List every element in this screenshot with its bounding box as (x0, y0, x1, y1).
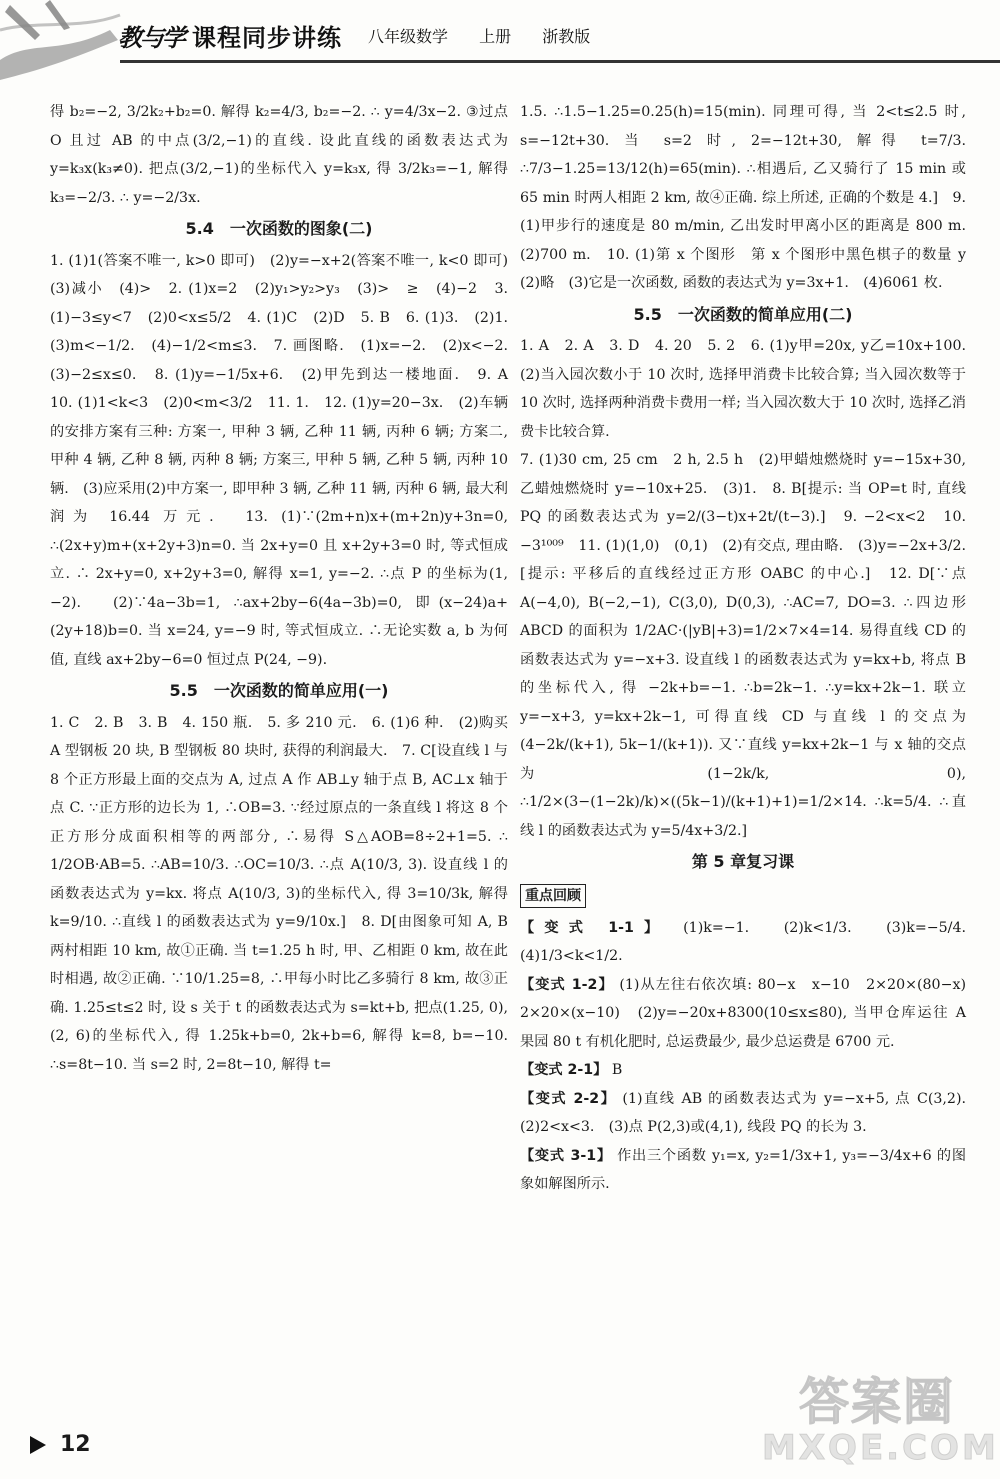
variant-tag: 【变式 1-2】 (520, 976, 614, 993)
section-heading: 5.5 一次函数的简单应用(二) (633, 304, 853, 324)
book-meta (368, 24, 616, 47)
variant-answer: 作出三个函数 y₁=x, y₂=1/3x+1, y₃=−3/4x+6 的图象如解图所示. (520, 1147, 967, 1192)
series-title: 课程同步讲练 (192, 24, 342, 52)
variant-item (520, 1142, 966, 1199)
watermark (762, 1373, 999, 1471)
brand (118, 18, 616, 53)
decorative-brush-icon (0, 0, 130, 95)
page-footer (30, 1432, 91, 1457)
section-heading: 5.5 一次函数的简单应用(一) (169, 681, 389, 700)
answer-paragraph: 1. (1)1(答案不唯一, k>0 即可) (2)y=−x+2(答案不唯一, k<0 即可) (3)减小 (4)> 2. (1)x=2 (2)y₁>y₂>y₃ (3)> ≥ (4)−2 3. (1)−3≤y<7 (2)0<x≤5/2 4. (1)C (2)D 5. B 6. (1)3. (2)1. (3)m<−1/2. (4)−1/2<m≤3. 7. 画图略. (1)x=−2. (2)x<−2. (3)−2≤x≤0. 8. (1)y=−1/5x+6. (2)甲先到达一楼地面. 9. A 10. (1)1<k<3 (2)0<m<3/2 11. 1. 12. (1)y=20−3x. (2)车辆的安排方案有三种: 方案一, 甲种 3 辆, 乙种 11 辆, 丙种 6 辆; 方案二, 甲种 4 辆, 乙种 8 辆, 丙种 8 辆; 方案三, 甲种 5 辆, 乙种 5 辆, 丙种 10 辆. (3)应采用(2)中方案一, 即甲种 3 辆, 乙种 11 辆, 丙种 6 辆, 最大利润为 16.44 万元. 13. (1)∵(2m+n)x+(m+2n)y+3n=0, ∴(2x+y)m+(x+2y+3)n=0. 当 2x+y=0 且 x+2y+3=0 时, 等式恒成立. ∴ 2x+y=0, x+2y+3=0, 解得 x=1, y=−2. ∴点 P 的坐标为(1, −2). (2)∵4a−3b=1, ∴ax+2by−6(4a−3b)=0, 即(x−24)a+(2y+18)b=0. 当 x=24, y=−9 时, 等式恒成立. ∴无论实数 a, b 为何值, 直线 ax+2by−6=0 恒过点 P(24, −9). (50, 252, 523, 668)
variant-tag: 【变式 1-1】 (520, 919, 669, 936)
volume-label: 上册 (479, 27, 512, 46)
variant-tag: 【变式 2-2】 (520, 1090, 617, 1107)
variant-answer: (1)直线 AB 的函数表达式为 y=−x+5, 点 C(3,2). (2)2<x<3. (3)点 P(2,3)或(4,1), 线段 PQ 的长为 3. (520, 1090, 981, 1135)
arrow-right-icon (30, 1436, 46, 1454)
page-header (0, 0, 1000, 95)
brand-logo: 教与学 (118, 23, 184, 52)
variant-answer: (1)从左往右依次填: 80−x x−10 2×20×(80−x) 2×20×(x−10) (2)y=−20x+8300(10≤x≤80), 当甲仓库运往 A 果园 80 t 有机化肥时, 总运费最少, 最少总运费是 6700 元. (520, 976, 981, 1050)
variant-tag: 【变式 3-1】 (520, 1147, 612, 1164)
answer-paragraph: 1. C 2. B 3. B 4. 150 瓶. 5. 多 210 元. 6. (1)6 种. (2)购买 A 型钢板 20 块, B 型钢板 80 块时, 获得的利润最大. 7. C[设直线 l 与 8 个正方形最上面的交点为 A, 过点 A 作 AB⊥y 轴于点 B, AC⊥x 轴于点 C. ∵正方形的边长为 1, ∴OB=3. ∵经过原点的一条直线 l 将这 8 个正方形分成面积相等的两部分, ∴易得 S△AOB=8÷2+1=5. ∴ 1/2OB·AB=5. ∴AB=10/3. ∴OC=10/3. ∴点 A(10/3, 3). 设直线 l 的函数表达式为 y=kx. 将点 A(10/3, 3)的坐标代入, 得 3=10/3k, 解得 k=9/10. ∴直线 l 的函数表达式为 y=9/10x.] 8. D[由图象可知 A, B 两村相距 10 km, 故①正确. 当 t=1.25 h 时, 甲、乙相距 0 km, 故在此时相遇, 故②正确. ∵10/1.25=8, ∴甲每小时比乙多骑行 8 km, 故③正确. 1.25≤t≤2 时, 设 s 关于 t 的函数表达式为 s=kt+b, 把点(1.25, 0), (2, 6)的坐标代入, 得 1.25k+b=0, 2k+b=6, 解得 k=8, b=−10. ∴s=8t−10. 当 s=2 时, 2=8t−10, 解得 t= (50, 714, 508, 1073)
edition-label: 浙教版 (542, 27, 591, 46)
variant-answer: (1)k=−1. (2)k<1/3. (3)k=−5/4. (4)1/3<k<1/2. (520, 919, 981, 964)
answer-paragraph: 1.5. ∴1.5−1.25=0.25(h)=15(min). 同理可得, 当 2<t≤2.5 时, s=−12t+30. 当 s=2 时, 2=−12t+30, 解得 t=7/3. ∴7/3−1.25=13/12(h)=65(min). ∴相遇后, 乙又骑行了 15 min 或 65 min 时两人相距 2 km, 故④正确. 综上所述, 正确的个数是 4.] 9. (1)甲步行的速度是 80 m/min, 乙出发时甲离小区的距离是 800 m. (2)700 m. 10. (1)第 x 个图形 第 x 个图形中黑色棋子的数量 y (2)略 (3)它是一次函数, 函数的表达式为 y=3x+1. (4)6061 枚. (520, 104, 981, 291)
variant-item (520, 1085, 981, 1142)
watermark-url: MXQE.COM (762, 1428, 999, 1468)
variant-item (520, 971, 981, 1057)
variant-item (520, 1056, 966, 1085)
variant-tag: 【变式 2-1】 (520, 1062, 608, 1078)
answer-paragraph: 得 b₂=−2, 3/2k₂+b₂=0. 解得 k₂=4/3, b₂=−2. ∴ y=4/3x−2. ③过点 O 且过 AB 的中点(3/2,−1)的直线. 设此直线的函数表达式为 y=k₃x(k₃≠0). 把点(3/2,−1)的坐标代入 y=k₃x, 得 3/2k₃=−1, 解得 k₃=−2/3. ∴ y=−2/3x. (50, 104, 508, 206)
variant-item (520, 914, 981, 971)
grade-label: 八年级数学 (368, 27, 449, 46)
left-column (50, 98, 523, 1079)
answer-paragraph: 1. A 2. A 3. D 4. 20 5. 2 6. (1)y甲=20x, y乙=10x+100. (2)当入园次数小于 10 次时, 选择甲消费卡比较合算; 当入园次数等于 10 次时, 选择两种消费卡费用一样; 当入园次数大于 10 次时, 选择乙消费卡比较合算. (520, 338, 981, 440)
key-review-badge: 重点回顾 (520, 884, 586, 908)
header-rule (120, 60, 1000, 63)
variant-answer: B (611, 1062, 623, 1078)
section-heading: 5.4 一次函数的图象(二) (185, 219, 373, 238)
answer-paragraph: 7. (1)30 cm, 25 cm 2 h, 2.5 h (2)甲蜡烛燃烧时 y=−15x+30, 乙蜡烛燃烧时 y=−10x+25. (3)1. 8. B[提示: 当 OP=t 时, 直线 PQ 的函数表达式为 y=2/(3−t)x+2t/(t−3).] 9. −2<x<2 10. −3¹⁰⁰⁹ 11. (1)(1,0) (0,1) (2)有交点, 理由略. (3)y=−2x+3/2. [提示: 平移后的直线经过正方形 OABC 的中心.] 12. D[∵点 A(−4,0), B(−2,−1), C(3,0), D(0,3), ∴AC=7, DO=3. ∴四边形 ABCD 的面积为 1/2AC·(|yB|+3)=1/2×7×4=14. 易得直线 CD 的函数表达式为 y=−x+3. 设直线 l 的函数表达式为 y=kx+b, 将点 B 的坐标代入, 得 −2k+b=−1. ∴b=2k−1. ∴y=kx+2k−1. 联立 y=−x+3, y=kx+2k−1, 可得直线 CD 与直线 l 的交点为(4−2k/(k+1), 5k−1/(k+1)). 又∵直线 y=kx+2k−1 与 x 轴的交点为(1−2k/k, 0), ∴1/2×(3−(1−2k)/k)×((5k−1)/(k+1)+1)=1/2×14. ∴k=5/4. ∴直线 l 的函数表达式为 y=5/4x+3/2.] (520, 452, 966, 839)
page-number: 12 (60, 1432, 91, 1457)
right-column (520, 98, 981, 1199)
chapter-review-heading: 第 5 章复习课 (691, 852, 795, 871)
watermark-logo-text: 答案圈 (799, 1373, 955, 1431)
